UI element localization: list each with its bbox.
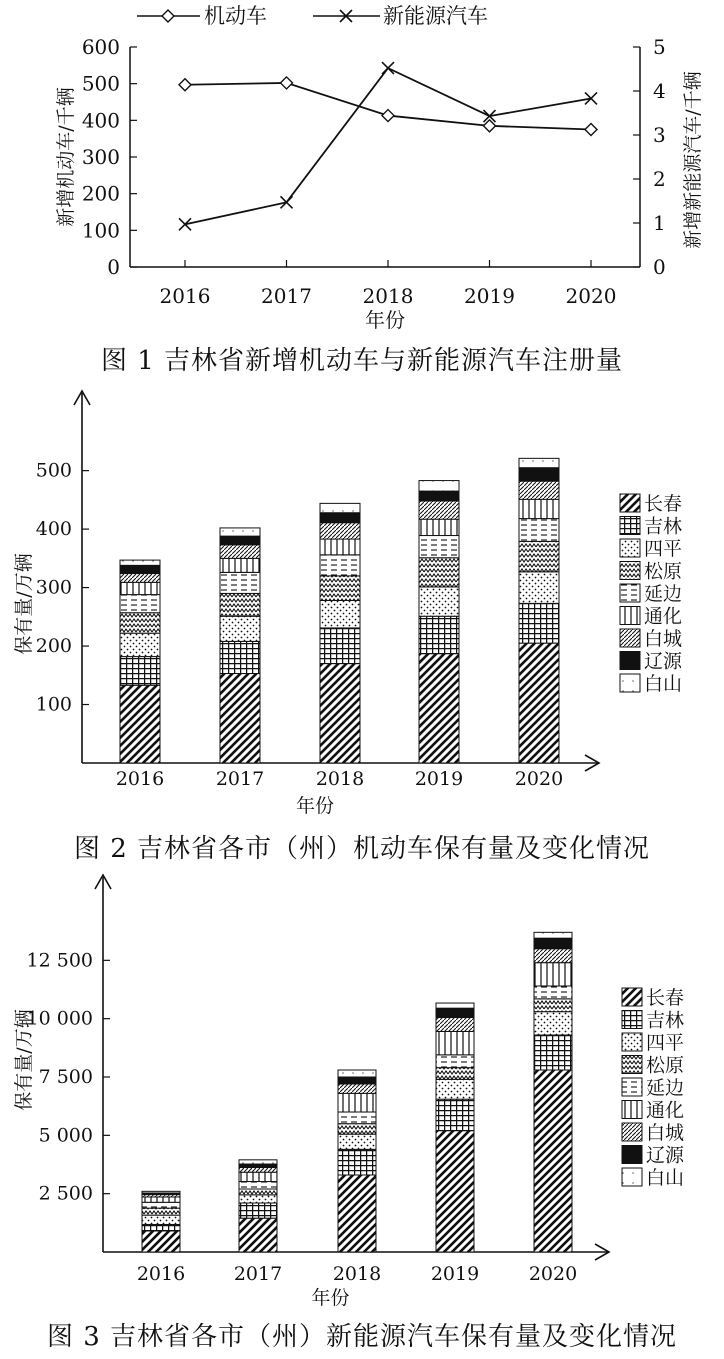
bar-segment-2019-白城 bbox=[419, 501, 459, 519]
x-tick-label: 2020 bbox=[565, 284, 617, 308]
y-tick-label: 5 000 bbox=[38, 1124, 93, 1147]
y-tick-label: 400 bbox=[35, 518, 72, 541]
legend-swatch-3 bbox=[620, 539, 640, 557]
legend-swatch-6 bbox=[620, 607, 640, 625]
legend-label-3: 四平 bbox=[644, 538, 683, 560]
bar-segment-2020-白山 bbox=[519, 458, 559, 467]
bar-segment-2016-四平 bbox=[142, 1215, 180, 1224]
bar-segment-2018-通化 bbox=[338, 1093, 376, 1112]
y-axis-title: 保有量/万辆 bbox=[13, 553, 35, 655]
bar-segment-2018-延边 bbox=[338, 1112, 376, 1124]
x-axis-title: 年份 bbox=[295, 795, 335, 817]
legend-label-3: 四平 bbox=[646, 1032, 685, 1054]
bar-segment-2016-长春 bbox=[120, 685, 160, 763]
bar-segment-2018-白山 bbox=[320, 503, 360, 512]
legend-label-5: 延边 bbox=[644, 583, 683, 605]
bar-segment-2017-辽源 bbox=[239, 1164, 277, 1168]
bar-segment-2019-四平 bbox=[419, 587, 459, 616]
bar-segment-2020-白山 bbox=[534, 932, 572, 938]
x-axis-title: 年份 bbox=[311, 1287, 350, 1309]
bar-segment-2017-四平 bbox=[220, 616, 260, 641]
series-2-point bbox=[382, 62, 394, 74]
legend-swatch-4 bbox=[622, 1056, 642, 1074]
x-tick-label: 2018 bbox=[332, 1263, 382, 1285]
bar-segment-2020-通化 bbox=[519, 499, 559, 518]
bar-segment-2018-通化 bbox=[320, 539, 360, 555]
y-tick-label: 10 000 bbox=[26, 1007, 93, 1030]
y-tick-label: 100 bbox=[35, 693, 72, 716]
bar-segment-2017-白山 bbox=[239, 1160, 277, 1164]
legend-swatch-3 bbox=[622, 1033, 642, 1051]
bar-segment-2020-延边 bbox=[534, 986, 572, 999]
bar-segment-2017-通化 bbox=[220, 558, 260, 572]
legend-label-2: 吉林 bbox=[646, 1009, 685, 1032]
legend-swatch-9 bbox=[622, 1168, 642, 1186]
legend-swatch-1 bbox=[620, 494, 640, 512]
left-tick-label: 300 bbox=[81, 145, 120, 169]
bar-segment-2018-吉林 bbox=[320, 628, 360, 664]
x-tick-label: 2020 bbox=[514, 768, 564, 790]
bar-segment-2019-延边 bbox=[419, 536, 459, 558]
bar-segment-2020-辽源 bbox=[519, 468, 559, 481]
legend-swatch-6 bbox=[622, 1101, 642, 1119]
x-tick-label: 2016 bbox=[115, 768, 165, 790]
bar-segment-2017-四平 bbox=[239, 1195, 277, 1203]
y-tick-label: 300 bbox=[35, 576, 72, 599]
bar-segment-2016-通化 bbox=[142, 1197, 180, 1202]
x-tick-label: 2017 bbox=[215, 768, 265, 790]
x-tick-label: 2020 bbox=[528, 1263, 578, 1285]
bar-segment-2020-白城 bbox=[534, 949, 572, 963]
bar-segment-2020-长春 bbox=[534, 1070, 572, 1252]
series-1-point bbox=[484, 120, 496, 132]
bar-segment-2019-延边 bbox=[436, 1055, 474, 1068]
left-tick-label: 0 bbox=[107, 255, 120, 279]
right-tick-label: 1 bbox=[653, 211, 666, 235]
bar-segment-2018-延边 bbox=[320, 555, 360, 576]
legend-label-4: 松原 bbox=[644, 560, 683, 583]
series-1-point bbox=[179, 79, 191, 91]
x-tick-label: 2018 bbox=[315, 768, 365, 790]
bar-segment-2017-通化 bbox=[239, 1172, 277, 1181]
bar-segment-2018-松原 bbox=[320, 576, 360, 601]
legend-label-7: 白城 bbox=[646, 1122, 685, 1144]
legend-swatch-2 bbox=[620, 517, 640, 535]
bar-segment-2017-白山 bbox=[220, 528, 260, 536]
series-1-point bbox=[382, 110, 394, 122]
left-axis-title: 新增机动车/千辆 bbox=[55, 87, 77, 227]
bar-segment-2020-四平 bbox=[534, 1012, 572, 1035]
y-tick-label: 7 500 bbox=[38, 1066, 93, 1088]
bar-segment-2016-松原 bbox=[120, 613, 160, 633]
bar-segment-2019-松原 bbox=[436, 1068, 474, 1080]
bar-segment-2020-吉林 bbox=[519, 603, 559, 643]
x-tick-label: 2019 bbox=[464, 284, 515, 308]
legend-swatch-5 bbox=[620, 584, 640, 602]
x-tick-label: 2017 bbox=[233, 1263, 283, 1285]
legend-label-9: 白山 bbox=[646, 1167, 685, 1189]
bar-segment-2016-白山 bbox=[120, 560, 160, 565]
bar-segment-2017-白城 bbox=[220, 545, 260, 558]
legend-label-1: 机动车 bbox=[204, 4, 267, 28]
bar-segment-2017-延边 bbox=[239, 1182, 277, 1189]
right-tick-label: 4 bbox=[653, 79, 666, 103]
bar-segment-2018-辽源 bbox=[320, 513, 360, 523]
left-tick-label: 400 bbox=[81, 108, 120, 133]
figure-2-caption: 图 2 吉林省各市（州）机动车保有量及变化情况 bbox=[73, 834, 651, 864]
left-tick-label: 500 bbox=[81, 71, 120, 96]
bar-segment-2019-长春 bbox=[436, 1131, 474, 1252]
left-tick-label: 100 bbox=[81, 218, 120, 243]
legend-label-6: 通化 bbox=[646, 1099, 685, 1122]
bar-segment-2017-吉林 bbox=[239, 1203, 277, 1218]
bar-segment-2017-延边 bbox=[220, 572, 260, 593]
bar-segment-2018-长春 bbox=[320, 664, 360, 763]
legend-swatch-7 bbox=[622, 1123, 642, 1141]
bar-segment-2019-四平 bbox=[436, 1079, 474, 1099]
bar-segment-2018-松原 bbox=[338, 1124, 376, 1135]
legend-label-8: 辽源 bbox=[646, 1144, 685, 1167]
bar-segment-2018-四平 bbox=[338, 1134, 376, 1149]
bar-segment-2019-吉林 bbox=[436, 1099, 474, 1131]
x-tick-label: 2016 bbox=[136, 1263, 186, 1285]
bar-segment-2017-松原 bbox=[220, 593, 260, 616]
bar-segment-2018-辽源 bbox=[338, 1077, 376, 1084]
x-tick-label: 2016 bbox=[159, 284, 211, 308]
bar-segment-2018-白山 bbox=[338, 1070, 376, 1077]
legend-swatch-7 bbox=[620, 629, 640, 647]
y-tick-label: 200 bbox=[35, 635, 72, 658]
y-tick-label: 2 500 bbox=[38, 1182, 93, 1205]
legend-swatch-1 bbox=[622, 988, 642, 1006]
legend-label-5: 延边 bbox=[646, 1077, 685, 1099]
legend-marker-1 bbox=[162, 10, 174, 22]
bar-segment-2016-四平 bbox=[120, 633, 160, 656]
x-tick-label: 2019 bbox=[414, 768, 464, 790]
bar-segment-2020-松原 bbox=[519, 541, 559, 571]
x-tick-label: 2019 bbox=[430, 1263, 480, 1285]
bar-segment-2019-通化 bbox=[419, 519, 459, 535]
right-tick-label: 2 bbox=[653, 167, 666, 191]
bar-segment-2016-通化 bbox=[120, 582, 160, 594]
legend-label-6: 通化 bbox=[644, 605, 683, 628]
bar-segment-2019-辽源 bbox=[419, 491, 459, 501]
chart-figure-3 bbox=[0, 880, 724, 1310]
bar-segment-2016-白山 bbox=[142, 1191, 180, 1193]
bar-segment-2016-白城 bbox=[120, 574, 160, 583]
bar-segment-2018-四平 bbox=[320, 600, 360, 627]
series-1-point bbox=[585, 124, 597, 136]
right-axis-title: 新增新能源汽车/千辆 bbox=[682, 71, 704, 249]
bar-segment-2019-白山 bbox=[419, 481, 459, 492]
legend-swatch-8 bbox=[622, 1146, 642, 1164]
figure-1-caption: 图 1 吉林省新增机动车与新能源汽车注册量 bbox=[100, 346, 624, 376]
y-axis-title: 保有量/万辆 bbox=[13, 1009, 35, 1111]
right-tick-label: 5 bbox=[653, 35, 666, 59]
legend-label-8: 辽源 bbox=[644, 650, 683, 673]
x-axis-title: 年份 bbox=[365, 308, 405, 332]
y-tick-label: 12 500 bbox=[26, 949, 93, 972]
bar-segment-2019-白山 bbox=[436, 1003, 474, 1008]
bar-segment-2016-吉林 bbox=[120, 657, 160, 686]
bar-segment-2016-长春 bbox=[142, 1231, 180, 1252]
bar-segment-2016-辽源 bbox=[120, 565, 160, 573]
right-tick-label: 0 bbox=[653, 255, 666, 279]
left-tick-label: 600 bbox=[81, 35, 120, 59]
legend-label-7: 白城 bbox=[644, 628, 683, 650]
bar-segment-2020-长春 bbox=[519, 643, 559, 763]
bar-segment-2019-辽源 bbox=[436, 1008, 474, 1017]
bar-segment-2020-通化 bbox=[534, 963, 572, 986]
bar-segment-2018-白城 bbox=[338, 1084, 376, 1093]
bar-segment-2019-白城 bbox=[436, 1018, 474, 1032]
bar-segment-2019-长春 bbox=[419, 654, 459, 763]
bar-segment-2019-通化 bbox=[436, 1032, 474, 1055]
right-tick-label: 3 bbox=[653, 123, 666, 147]
bar-segment-2020-延边 bbox=[519, 519, 559, 542]
legend-label-9: 白山 bbox=[644, 673, 683, 695]
legend-swatch-4 bbox=[620, 562, 640, 580]
legend-swatch-5 bbox=[622, 1078, 642, 1096]
left-tick-label: 200 bbox=[81, 181, 120, 206]
legend-label-1: 长春 bbox=[646, 987, 685, 1009]
bar-segment-2019-吉林 bbox=[419, 616, 459, 653]
bar-segment-2020-白城 bbox=[519, 481, 559, 499]
bar-segment-2016-松原 bbox=[142, 1208, 180, 1215]
bar-segment-2020-吉林 bbox=[534, 1035, 572, 1070]
bar-segment-2016-延边 bbox=[142, 1202, 180, 1208]
bar-segment-2020-辽源 bbox=[534, 938, 572, 949]
legend-label-2: 新能源汽车 bbox=[383, 4, 488, 28]
series-line-2 bbox=[185, 68, 591, 224]
legend-label-4: 松原 bbox=[646, 1054, 685, 1077]
y-tick-label: 500 bbox=[35, 459, 72, 482]
x-tick-label: 2018 bbox=[362, 284, 414, 308]
chart-figure-1 bbox=[0, 0, 724, 340]
bar-segment-2017-白城 bbox=[239, 1168, 277, 1173]
x-tick-label: 2017 bbox=[261, 284, 312, 308]
legend-label-2: 吉林 bbox=[644, 515, 683, 538]
bar-segment-2016-延边 bbox=[120, 595, 160, 613]
bar-segment-2019-松原 bbox=[419, 558, 459, 587]
bar-segment-2018-长春 bbox=[338, 1175, 376, 1252]
series-1-point bbox=[281, 77, 293, 89]
bar-segment-2018-吉林 bbox=[338, 1149, 376, 1175]
bar-segment-2017-吉林 bbox=[220, 641, 260, 673]
legend-swatch-2 bbox=[622, 1011, 642, 1029]
bar-segment-2020-松原 bbox=[534, 999, 572, 1012]
chart-figure-2 bbox=[0, 378, 724, 818]
legend-swatch-9 bbox=[620, 674, 640, 692]
figure-3-caption: 图 3 吉林省各市（州）新能源汽车保有量及变化情况 bbox=[46, 1322, 678, 1352]
bar-segment-2020-四平 bbox=[519, 572, 559, 604]
bar-segment-2018-白城 bbox=[320, 523, 360, 539]
bar-segment-2017-长春 bbox=[220, 674, 260, 763]
bar-segment-2017-长春 bbox=[239, 1218, 277, 1252]
bar-segment-2017-辽源 bbox=[220, 536, 260, 545]
bar-segment-2016-吉林 bbox=[142, 1224, 180, 1231]
legend-label-1: 长春 bbox=[644, 493, 683, 515]
legend-swatch-8 bbox=[620, 652, 640, 670]
bar-segment-2017-松原 bbox=[239, 1189, 277, 1195]
